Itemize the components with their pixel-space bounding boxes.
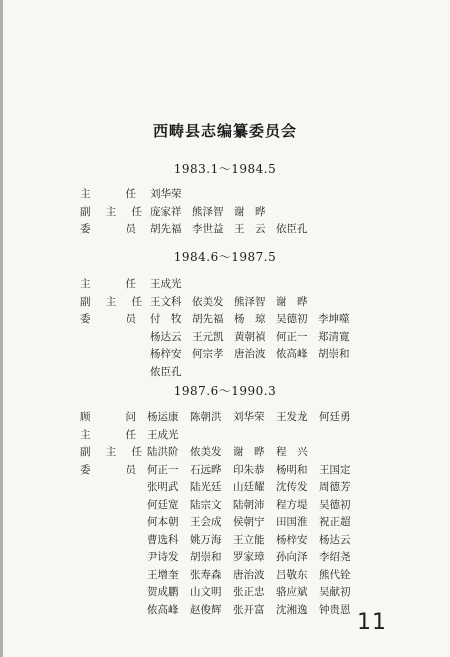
- member-name: 曹选科: [147, 533, 179, 546]
- member-name: 侯朝宁: [233, 516, 265, 528]
- member-name: 王会成: [190, 516, 222, 528]
- member-name: 侬美发: [190, 446, 222, 458]
- member-name: 杨达云: [319, 533, 351, 546]
- role-char: 副: [80, 446, 91, 458]
- roster-row: [0, 427, 450, 443]
- member-name: 谢 晔: [234, 205, 266, 218]
- member-name: 庞家祥: [150, 205, 182, 218]
- member-names: [147, 427, 190, 443]
- role-char: 员: [125, 223, 136, 235]
- member-name: 胡先福: [150, 223, 182, 235]
- member-name: 王 云: [234, 223, 266, 235]
- member-name: 王成光: [150, 278, 182, 290]
- roster-row: [0, 514, 450, 530]
- member-name: 赵俊辉: [190, 603, 222, 616]
- role-label: [80, 311, 136, 327]
- roster-row: [0, 276, 450, 292]
- member-name: 李世益: [192, 223, 224, 235]
- roster-row: [0, 364, 450, 380]
- roster-row: [0, 532, 450, 548]
- role-char: 任: [131, 295, 142, 308]
- role-char: 主: [80, 188, 91, 200]
- roster-row: [0, 346, 450, 362]
- member-name: 尹诗发: [147, 551, 179, 563]
- member-name: 胡先福: [192, 313, 224, 325]
- member-name: 罗家璋: [233, 551, 265, 563]
- member-name: 陆光廷: [190, 481, 222, 493]
- member-name: 何正一: [276, 330, 308, 343]
- member-names: [147, 602, 362, 618]
- role-char: 副: [80, 295, 91, 308]
- role-label: [80, 462, 136, 478]
- role-label: [80, 444, 142, 460]
- roster-row: [0, 479, 450, 495]
- role-char: 委: [80, 223, 91, 235]
- member-name: 田国淮: [276, 516, 308, 528]
- member-name: 杨梓安: [276, 533, 308, 546]
- member-name: 谢 晔: [276, 295, 308, 308]
- roster-row: [0, 584, 450, 600]
- member-names: [150, 364, 192, 380]
- roster-row: [0, 311, 450, 327]
- member-name: 王元凯: [192, 330, 224, 343]
- member-name: 侬高峰: [276, 348, 308, 360]
- member-name: 陆洪阶: [147, 446, 179, 458]
- member-names: [150, 294, 318, 310]
- member-names: [147, 567, 362, 583]
- roster-row: [0, 444, 450, 460]
- role-label: [80, 186, 136, 202]
- member-names: [147, 497, 362, 513]
- member-name: 谢 晔: [233, 446, 265, 458]
- member-name: 王发龙: [276, 411, 308, 423]
- member-name: 唐治波: [233, 568, 265, 581]
- member-name: 张正忠: [233, 586, 265, 598]
- roster-row: [0, 221, 450, 237]
- member-name: 依臣孔: [276, 223, 308, 235]
- role-char: 任: [131, 205, 142, 218]
- period-heading: 1983.1～1984.5: [173, 162, 277, 176]
- roster-row: [0, 294, 450, 310]
- member-name: 山廷耀: [233, 481, 265, 493]
- member-name: 熊代铨: [319, 568, 351, 581]
- member-name: 刘华荣: [150, 188, 182, 200]
- member-name: 程 兴: [276, 446, 308, 458]
- roster-row: [0, 204, 450, 220]
- roster-row: [0, 409, 450, 425]
- member-name: 杨达云: [150, 330, 182, 343]
- member-name: 熊泽智: [192, 205, 224, 218]
- role-label: [80, 221, 136, 237]
- role-label: [80, 204, 142, 220]
- member-names: [147, 584, 362, 600]
- member-name: 李绍尧: [319, 551, 351, 563]
- member-name: 吴德初: [319, 498, 351, 511]
- member-name: 王增奎: [147, 568, 179, 581]
- member-name: 陆朝沛: [233, 498, 265, 511]
- member-name: 吴献初: [319, 586, 351, 598]
- member-name: 王立能: [233, 533, 265, 546]
- role-char: 任: [125, 428, 136, 441]
- member-name: 张开富: [233, 603, 265, 616]
- member-name: 沈传发: [276, 481, 308, 493]
- member-name: 唐治波: [234, 348, 266, 360]
- member-name: 孙向泽: [276, 551, 308, 563]
- member-name: 胡崇和: [190, 551, 222, 563]
- member-names: [150, 186, 192, 202]
- member-name: 杨 琼: [234, 313, 266, 325]
- member-name: 周德芳: [319, 481, 351, 493]
- member-name: 姚万海: [190, 533, 222, 546]
- member-name: 胡崇和: [318, 348, 350, 360]
- member-name: 吴德初: [276, 313, 308, 325]
- member-name: 张寿森: [190, 568, 222, 581]
- member-name: 依美发: [192, 295, 224, 308]
- member-name: 何本朝: [147, 516, 179, 528]
- member-name: 贺成鹏: [147, 586, 179, 598]
- member-name: 山文明: [190, 586, 222, 598]
- member-name: 石远晔: [190, 463, 222, 476]
- roster-row: [0, 567, 450, 583]
- roster-row: [0, 329, 450, 345]
- member-names: [150, 204, 276, 220]
- role-char: 副: [80, 205, 91, 218]
- member-names: [147, 549, 362, 565]
- role-char: 主: [105, 446, 117, 458]
- member-name: 何宗孝: [192, 348, 224, 360]
- role-char: 委: [80, 313, 91, 325]
- roster-row: [0, 549, 450, 565]
- member-name: 何正一: [147, 463, 179, 476]
- member-name: 陈朝洪: [190, 411, 222, 423]
- role-char: 员: [125, 313, 136, 325]
- role-char: 主: [80, 428, 91, 441]
- member-name: 杨明和: [276, 463, 308, 476]
- member-name: 熊泽智: [234, 295, 266, 308]
- member-name: 侬臣孔: [150, 365, 182, 378]
- member-names: [147, 532, 362, 548]
- role-label: [80, 409, 136, 425]
- member-name: 侬高峰: [147, 603, 179, 616]
- role-label: [80, 276, 136, 292]
- member-names: [147, 462, 362, 478]
- member-names: [150, 276, 192, 292]
- role-char: 顾: [80, 411, 91, 423]
- member-name: 吕敬东: [276, 568, 308, 581]
- member-name: 刘华荣: [233, 411, 265, 423]
- member-names: [147, 444, 319, 460]
- member-name: 沈湘逸: [276, 603, 308, 616]
- member-name: 王文科: [150, 295, 182, 308]
- member-name: 程方堤: [276, 498, 308, 511]
- page-number: 11: [357, 610, 387, 635]
- role-char: 任: [125, 188, 136, 200]
- member-name: 杨梓安: [150, 348, 182, 360]
- roster-row: [0, 462, 450, 478]
- member-name: 黄朝禎: [234, 330, 266, 343]
- period-heading: 1984.6～1987.5: [173, 250, 277, 264]
- role-char: 问: [125, 411, 136, 423]
- member-names: [147, 514, 362, 530]
- role-label: [80, 294, 142, 310]
- member-name: 印朱恭: [233, 463, 265, 476]
- member-name: 王成光: [147, 428, 179, 441]
- member-name: 王国定: [319, 463, 351, 476]
- member-name: 郑清寛: [318, 330, 350, 343]
- member-name: 祝正超: [319, 516, 351, 528]
- member-names: [150, 329, 360, 345]
- role-char: 任: [131, 446, 142, 458]
- page-title: 西畴县志编纂委员会: [152, 122, 297, 140]
- member-name: 李坤噬: [318, 313, 350, 325]
- role-label: [80, 427, 136, 443]
- roster-row: [0, 186, 450, 202]
- member-names: [150, 221, 318, 237]
- member-name: 钟贵恩: [319, 603, 351, 616]
- member-name: 何廷勇: [319, 411, 351, 423]
- role-char: 委: [80, 463, 91, 476]
- member-names: [147, 479, 362, 495]
- roster-row: [0, 497, 450, 513]
- member-name: 陆宗文: [190, 498, 222, 511]
- period-heading: 1987.6～1990.3: [173, 384, 277, 398]
- member-names: [147, 409, 362, 425]
- member-names: [150, 346, 360, 362]
- role-char: 主: [80, 278, 91, 290]
- role-char: 主: [105, 205, 117, 218]
- member-names: [150, 311, 360, 327]
- member-name: 杨运康: [147, 411, 179, 423]
- member-name: 骆应斌: [276, 586, 308, 598]
- role-char: 主: [105, 295, 117, 308]
- role-char: 员: [125, 463, 136, 476]
- member-name: 张明武: [147, 481, 179, 493]
- member-name: 付 牧: [150, 313, 182, 325]
- member-name: 何廷宽: [147, 498, 179, 511]
- role-char: 任: [125, 278, 136, 290]
